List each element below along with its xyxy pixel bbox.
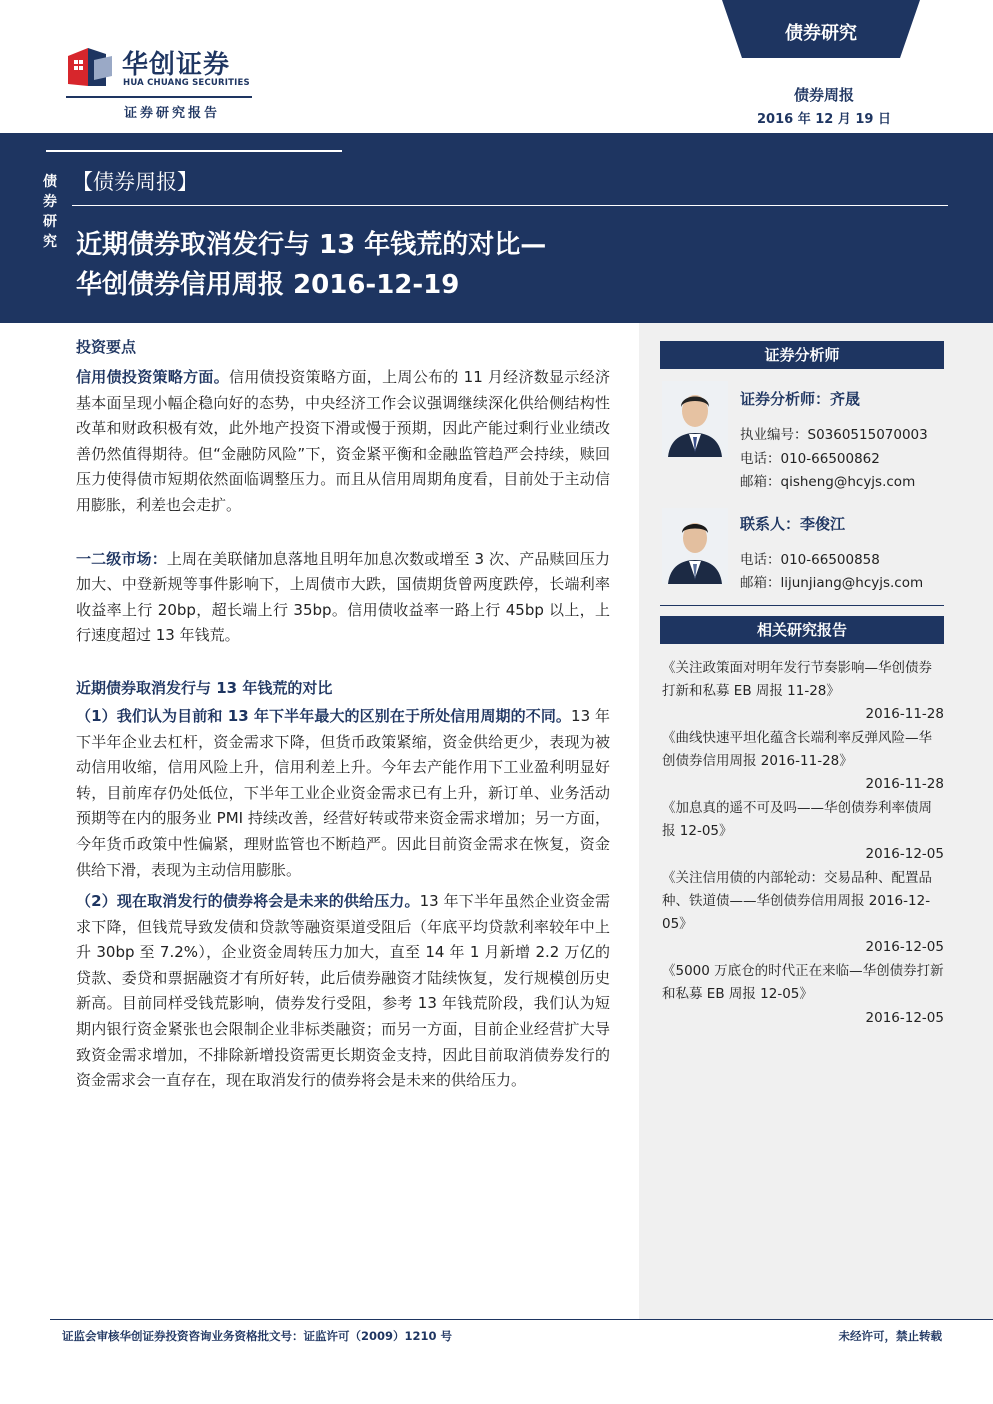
- related-report-date: 2016-11-28: [865, 706, 944, 722]
- paragraph-point-1: [76, 704, 610, 883]
- related-report-title[interactable]: 《关注信用债的内部轮动：交易品种、配置品种、铁道债——华创债券信用周报 2016-12-05》: [662, 870, 932, 932]
- paragraph-strategy: [76, 365, 610, 519]
- paragraph-lead: 一二级市场：: [76, 549, 167, 568]
- report-title-line-1: 近期债券取消发行与 13 年钱荒的对比—: [76, 230, 547, 260]
- paragraph-market: [76, 547, 610, 649]
- analyst-license-id: 执业编号：S0360515070003: [740, 427, 928, 443]
- related-report-title[interactable]: 《5000 万底仓的时代正在来临—华创债券打新和私募 EB 周报 12-05》: [662, 963, 944, 1002]
- paragraph-body: 13 年下半年企业去杠杆，资金需求下降，但货币政策紧缩，资金供给更少，表现为被动信用收缩，信用风险上升，信用利差上升。今年去产能作用下工业盈利明显好转，目前库存仍处低位，下半年工业企业资金需求已有上升，新订单、业务活动预期等在内的服务业 PMI 持续改善，经营好转或带来资金需求增加；另一方面，今年货币政策中性偏紧，理财监管也不断趋严。因此目前资金需求在恢复，资金供给下滑，表现为主动信用膨胀。: [76, 706, 611, 879]
- vertical-category-label: 债券研究: [43, 174, 57, 250]
- company-logo: [66, 44, 256, 96]
- analyst-section-header: 证券分析师: [660, 341, 944, 369]
- paragraph-body: 13 年下半年虽然企业资金需求下降，但钱荒导致发债和贷款等融资渠道受阻后（年底平均贷款利率较年中上升 30bp 至 7.2%），企业资金周转压力加大，直至 14 年 1 月新增 2.2 万亿的贷款、委贷和票据融资才有所好转，此后债券融资才陆续恢复，发行规模创历史新高。目前同样受钱荒影响，债券发行受阻，参考 13 年钱荒阶段，我们认为短期内银行资金紧张也会限制企业非标类融资；而另一方面，目前企业经营扩大导致资金需求增加，不排除新增投资需更长期资金支持，因此目前取消债券发行的资金需求会一直存在，现在取消发行的债券将会是未来的供给压力。: [76, 892, 610, 1090]
- contact-name: 联系人：李俊江: [740, 515, 846, 533]
- paragraph-point-2: [76, 889, 610, 1094]
- footer-license-text: 证监会审核华创证券投资咨询业务资格批文号：证监许可（2009）1210 号: [62, 1329, 453, 1343]
- analyst-email[interactable]: 邮箱：qisheng@hcyjs.com: [740, 474, 916, 490]
- paragraph-body: 上周在美联储加息落地且明年加息次数或增至 3 次、产品赎回压力加大、中登新规等事件影响下，上周债市大跌，国债期货曾两度跌停，长端利率收益率上行 20bp，超长端上行 35bp。信用债收益率一路上行 45bp 以上，上行速度超过 13 年钱荒。: [76, 549, 610, 645]
- analyst-photo: [662, 381, 728, 457]
- report-date: 2016 年 12 月 19 日: [757, 112, 891, 127]
- related-reports-header: 相关研究报告: [660, 616, 944, 644]
- logo-chinese-name: 华创证券: [122, 50, 231, 80]
- footer-copyright: 未经许可，禁止转载: [838, 1329, 942, 1343]
- category-tab: [722, 0, 920, 58]
- footer-divider: [50, 1319, 993, 1320]
- related-report-title[interactable]: 《关注政策面对明年发行节奏影响—华创债券打新和私募 EB 周报 11-28》: [662, 660, 932, 699]
- related-report-date: 2016-12-05: [865, 846, 944, 862]
- subsection-heading: 近期债券取消发行与 13 年钱荒的对比: [76, 678, 333, 697]
- analyst-phone: 电话：010-66500862: [740, 451, 880, 467]
- related-report-title[interactable]: 《曲线快速平坦化蕴含长端利率反弹风险—华创债券信用周报 2016-11-28》: [662, 730, 932, 769]
- main-content: [76, 336, 610, 1094]
- paragraph-body: 信用债投资策略方面，上周公布的 11 月经济数显示经济基本面呈现小幅企稳向好的态势，中央经济工作会议强调继续深化供给侧结构性改革和财政积极有效，此外地产投资下滑或慢于预期，因此产能过剩行业业绩改善仍然值得期待。但“金融防风险”下，资金紧平衡和金融监管趋严会持续，赎回压力使得债市短期依然面临调整压力。而且从信用周期角度看，目前处于主动信用膨胀，利差也会走扩。: [76, 368, 610, 514]
- contact-phone: 电话：010-66500858: [740, 552, 880, 568]
- analyst-name: 证券分析师：齐晟: [740, 390, 861, 408]
- paragraph-lead: （2）现在取消发行的债券将会是未来的供给压力。: [76, 892, 420, 911]
- related-report-date: 2016-11-28: [865, 776, 944, 792]
- contact-email[interactable]: 邮箱：lijunjiang@hcyjs.com: [740, 575, 924, 591]
- banner-tag: 【债券周报】: [72, 170, 198, 194]
- related-report-title[interactable]: 《加息真的遥不可及吗——华创债券利率债周报 12-05》: [662, 800, 932, 839]
- report-title-line-2: 华创债券信用周报 2016-12-19: [76, 270, 460, 300]
- paragraph-lead: （1）我们认为目前和 13 年下半年最大的区别在于所处信用周期的不同。: [76, 706, 572, 725]
- section-heading: 投资要点: [76, 338, 137, 356]
- banner-divider: [72, 205, 948, 206]
- sidebar-divider: [660, 605, 944, 606]
- banner-accent-line: [46, 150, 342, 152]
- category-tab-label: 债券研究: [785, 23, 857, 44]
- related-report-date: 2016-12-05: [865, 1010, 944, 1026]
- related-report-date: 2016-12-05: [865, 939, 944, 955]
- report-series: 债券周报: [793, 86, 854, 104]
- contact-photo: [662, 508, 728, 584]
- logo-english-name: HUA CHUANG SECURITIES: [123, 78, 250, 88]
- logo-divider: [66, 96, 252, 98]
- report-type-label: 证券研究报告: [124, 106, 221, 121]
- paragraph-lead: 信用债投资策略方面。: [76, 368, 230, 386]
- logo-cube-icon: [66, 46, 116, 88]
